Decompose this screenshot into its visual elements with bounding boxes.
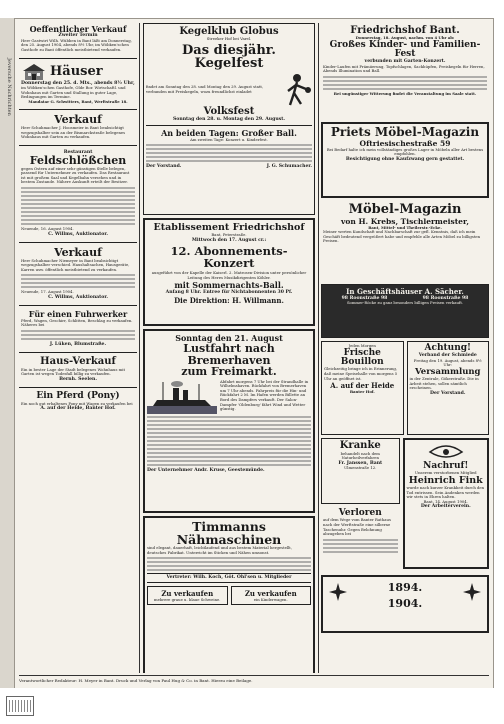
ad-zu-verkaufen-left: [147, 586, 228, 606]
divider: [19, 242, 137, 243]
divider: [19, 352, 137, 353]
column-right: [321, 23, 489, 673]
ad-body: Abfahrt morgens 7 Uhr bei der Strandhalle in Wilhelmshaven. Rückfahrt von Bremerhaven um 7 Uhr abends. Fahrpreis für die Hin- und Rückfahrt 2 M. Im Hafen werden Billette an Bord des Dampfers verkauft. Der Salon-Dampfer 'Oldenburg' fährt Wind und Wetter günstig.: [220, 378, 309, 412]
bottom-margin: [0, 688, 504, 724]
ad-dealer: Vertreter: Wilh. Koch, Göt. Ohl'sen u. Mitglieder: [147, 573, 311, 582]
text-lines: [147, 416, 311, 466]
ad-signature: Der Vorstand.: [146, 164, 182, 170]
ad-heading: Ein Pferd (Pony): [36, 391, 120, 402]
divider: [19, 387, 137, 388]
ad-body: Ein noch gut erhaltenes Pony mit Wagen zu verkaufen bei: [21, 400, 133, 406]
ad-address-2: 98 Roonstraße 98: [422, 296, 469, 301]
ad-body: im Wöbken'schen Gasthofe, Olde Bor. Wirtschaftl. und Wohnhaus mit Garten und Stallung in guter Lage, Bedingungen im Termine.: [21, 84, 126, 100]
ad-body: Herr Schuhmacher Niemeyer in Bant beabsichtigt wegzugshalber verschied. Haushaltsachen, Hausgeräte, Karren usw. öffentlich meistbietend zu verkaufen.: [21, 257, 130, 272]
ad-signature: A. auf der Heide: [330, 381, 395, 391]
ad-note: Bei ungünstiger Witterung findet die Veranstaltung im Saale statt.: [333, 91, 477, 97]
ad-body: Sommer-Röcke zu ganz besonders billigen Preisen verkauft.: [346, 300, 464, 306]
ad-subheading: Zweiter Termin: [58, 33, 98, 39]
divider: [146, 125, 312, 126]
ad-sachs: [321, 284, 489, 338]
right-ad-row-2: [321, 438, 489, 572]
ad-naehmaschinen: [143, 516, 315, 673]
page-footer: Verantwortlicher Redakteur: H. Meyer in Bant. Druck und Verlag von Paul Hug & Co. in Bant. Hierzu eine Beilage.: [19, 675, 489, 686]
ad-body: sind elegant, dauerhaft, leichtlaufend und aus bestem Material hergestellt, deutsches Fabrikat. Unterricht im Sticken und Nähen umsonst.: [147, 545, 293, 555]
library-stamp: [6, 696, 34, 716]
text-lines: [21, 274, 135, 288]
ad-kegelklub: [143, 23, 315, 215]
ad-heading: Feldschlößchen: [29, 154, 127, 168]
ad-ball: mit Sommernachts-Ball.: [174, 280, 284, 291]
ad-signature: Der Unternehmer Andr. Kruse, Geestemünde.: [147, 467, 265, 473]
ad-verkauf-2: [19, 245, 137, 302]
wreath-icon: [426, 442, 466, 462]
ad-subheading: Streeker Hof bei Varel.: [206, 36, 252, 41]
ad-title: Möbel-Magazin: [348, 202, 462, 217]
house-icon: [21, 63, 47, 81]
column-left: [19, 23, 137, 673]
ad-date: Mittwoch den 17. August cr.:: [191, 237, 267, 243]
right-ad-stack: [321, 438, 400, 572]
ad-title: Achtung!: [424, 343, 471, 353]
ad-bouillon: [321, 341, 404, 435]
steamship-icon: [147, 380, 217, 414]
ad-verkauf-1: [19, 112, 137, 141]
text-lines: [21, 330, 135, 340]
ad-signature: C. Willms, Auktionator.: [48, 231, 108, 237]
text-lines: [323, 76, 487, 90]
ad-name: Heinrich Fink: [408, 475, 483, 487]
column-middle: [143, 23, 315, 673]
ad-zu-verkaufen-right: [231, 586, 312, 606]
ad-fuhrwerker: [19, 308, 137, 349]
ad-jubilaeum: [321, 575, 489, 633]
ad-body: findet am Sonntag den 28. und Montag den 29. August statt, verbunden mit Preiskegeln, wozu freundlichst einladet: [146, 84, 264, 94]
ornament-icon: [329, 583, 347, 601]
ad-preheading: Jeden Morgen: [348, 343, 376, 348]
ad-krebs-moebel: [321, 201, 489, 281]
ad-date: Sonntag den 28. u. Montag den 29. August.: [172, 117, 285, 123]
ad-heading: Verkauf: [54, 246, 102, 260]
ad-heading: In Geschäftshäuser A. Sächer.: [346, 287, 464, 296]
jubilee-year-end: 1904.: [387, 596, 423, 610]
ad-body: gegen Ostern auf einer sehr günstigen Stelle belegen, passend für Unternehmer zu verkaufen. Das Restaurant ist mit großem Saal und Kegelbahn versehen und in bestem Zustande. Nähere Auskunft erteilt der Besitzer.: [21, 165, 130, 185]
ad-friedrichshof-kinderfest: [321, 23, 489, 119]
ad-title: Großes Kinder- und Familien-Fest: [329, 39, 481, 60]
ad-body: ausgeführt von der Kapelle der Kaiserl. 2. Matrosen-Division unter persönlicher Leitung des Herrn Musikdirigenten Köhler.: [151, 270, 307, 280]
ad-title: Nachruf!: [423, 461, 469, 471]
ad-heading: Häuser: [50, 63, 103, 79]
ad-haus-verkauf: [19, 355, 137, 384]
ad-body: Ein in bester Lage der Stadt belegenes Wohnhaus mit Garten ist wegen Todesfall billig zu verkaufen.: [21, 366, 125, 377]
ad-heading: Etablissement Friedrichshof: [153, 222, 305, 233]
ad-title: Das diesjähr. Kegelfest: [182, 42, 276, 72]
ad-verloren: [321, 507, 400, 571]
ad-date: Bant, 14. August 1904.: [423, 498, 468, 504]
ad-preheading: Restaurant: [63, 149, 93, 155]
ad-name-pre: Unserem verstorbenen Mitglied: [414, 470, 477, 476]
ad-heading: Kegelklub Globus: [179, 26, 279, 37]
right-ad-row-1: [321, 341, 489, 438]
ad-schmiede: [407, 341, 490, 435]
ad-versammlung: Versammlung: [414, 367, 481, 378]
ad-body: wurde nach kurzer Krankheit durch den Tod entrissen. Sein Andenken werden wir stets in Ehren halten.: [406, 485, 485, 500]
binding-text: Jeversche Nachrichten: [6, 58, 12, 116]
ad-date: Freitag den 19. August, abends 8½ Uhr:: [413, 357, 482, 368]
ad-title: Kranke: [339, 440, 381, 451]
ad-feldschloesschen: [19, 148, 137, 239]
ad-byline: von H. Krebs, Tischlermeister,: [341, 216, 469, 226]
divider: [19, 145, 137, 146]
ad-body: ein Kinderwagen.: [253, 596, 288, 602]
ad-date: Neuende, 16. August 1904.: [21, 226, 74, 232]
ad-body: Herr Schuhmacher J. Hoosmeier in Bant beabsichtigt wegzugshalber sein an der Bismarckstraße belegenes Wohnhaus mit Garten zu verkaufen.: [21, 124, 126, 140]
ad-heading: Friedrichshof Bant.: [350, 25, 460, 36]
ad-signature-sub: Banter Hof.: [349, 389, 375, 395]
ad-date: Sonntag den 21. August: [175, 333, 283, 343]
ad-signature: Fr. Janssen, Bant: [338, 460, 383, 466]
divider: [19, 305, 137, 306]
ad-date: Donnerstag den 25. d. Mts., abends 8½ Uhr,: [21, 80, 135, 86]
ad-signature: Mandatar G. Schwitters, Bant, Werftstraße 18.: [28, 98, 128, 104]
ornament-icon: [463, 583, 481, 601]
ad-heading: Zu verkaufen: [244, 588, 297, 598]
ad-signature: J. G. Schumacher.: [266, 164, 312, 170]
ad-subheading: Bant, Peterstraße.: [211, 232, 247, 237]
ad-priets-moebel: [321, 122, 489, 198]
text-lines: [323, 539, 398, 553]
ad-signature: Der Vorstand.: [430, 390, 466, 396]
ad-heading: Haus-Verkauf: [40, 356, 116, 368]
ad-signature: A. auf der Heide, Banter Hof.: [40, 406, 116, 412]
ad-body: Meiner werten Kundschaft und Nachbarschaft zur gefl. Kenntnis, daß ich mein Geschäft bedeutend vergrößert habe und empfehle alle Arten Möbel zu billigsten Preisen.: [323, 229, 481, 244]
ad-body: Kinder-Laufen mit Prämiierung, Topfschlagen, Sackhüpfen, Preiskegeln für Herren, Abends Illumination und Ball.: [323, 63, 485, 74]
bowler-icon: [282, 73, 312, 107]
column-rule: [139, 23, 140, 673]
text-lines: [21, 187, 135, 225]
ad-tagline: Besichtigung ohne Kaufzwang gern gestattet.: [345, 156, 465, 162]
ad-oeffentlicher-verkauf: [19, 23, 137, 55]
ad-body: mehrere graue u. blaue Schweine.: [154, 596, 221, 602]
ad-body: Bei Bedarf halte ich mein vollständiges großes Lager in Möbeln aller Art bestens empfohlen.: [326, 146, 484, 157]
ad-fest: Volksfest: [203, 105, 255, 117]
ad-ball: An beiden Tagen: Großer Ball.: [161, 127, 297, 138]
ad-lustfahrt: [143, 329, 315, 513]
ad-date: Neuende, 17. August 1904.: [21, 289, 74, 295]
ad-heading: Verkauf: [54, 113, 102, 127]
ad-date: Donnerstag, 18. August, nachm. von 4 Uhr ab:: [355, 35, 455, 40]
ad-heading: Für einen Fuhrwerker: [28, 309, 128, 320]
ad-body: in der Zentrale, Gökerstraße. Die in Arbeit stehen, sollen sämtlich erscheinen.: [409, 375, 479, 391]
ad-body: behandelt nach dem Naturheilverfahren: [340, 450, 380, 461]
ad-nachruf: [403, 438, 490, 569]
ad-title-2: zum Freimarkt.: [181, 365, 277, 379]
ad-body: Pferd, Wagen, Geschirr, Schlitten, Beschlag zu verkaufen. Näheres bei: [21, 317, 133, 328]
ad-subheading: Verband der Schmiede: [418, 353, 477, 359]
ad-title: Lustfahrt nach Bremerhaven: [183, 342, 275, 367]
ad-time: Anfang 8 Uhr. Entree für Nichtabonnenten 30 Pf.: [165, 290, 293, 296]
ad-signature: Bernh. Seelen.: [59, 377, 97, 383]
divider: [19, 109, 137, 110]
ad-title: Priets Möbel-Magazin: [330, 125, 480, 139]
ad-body: auf dem Wege vom Banter Rathaus nach der Werftstraße eine silberne Taschenuhr. Gegen Belohnung abzugeben bei: [323, 517, 391, 537]
ad-address: Bant, Mittel- und Theilerstr.-Ecke.: [368, 224, 442, 230]
ad-heading: Oeffentlicher Verkauf: [29, 24, 127, 34]
ad-signature: Der Arbeiterverein.: [420, 504, 471, 510]
page-binding-edge: [0, 18, 14, 688]
ad-heading: Zu verkaufen: [161, 588, 214, 598]
ad-signature: J. Lüken, Blumstraße.: [49, 341, 107, 347]
ad-friedrichshof-konzert: [143, 218, 315, 326]
text-lines: [147, 557, 311, 571]
divider: [19, 58, 137, 59]
ad-title: Verloren: [338, 508, 382, 518]
ad-pferd: [19, 390, 137, 413]
ad-signature: Die Direktion: H. Willmann.: [174, 295, 284, 305]
ad-kranke: [321, 438, 400, 504]
ad-body: Herr Gastwirt Wilh. Wübben in Bant läßt am Donnerstag, den 25. August 1904, abends 8½ Uhr, im Wöbken'schen Gasthofe zu Bant öffentlich meistbietend verkaufen.: [21, 37, 132, 52]
ad-address: Oftriesischestraße 59: [359, 138, 451, 148]
ad-subheading: verbunden mit Garten-Konzert.: [364, 59, 446, 65]
ad-signature-sub: Ulmenstraße 12.: [344, 465, 377, 471]
ad-title: 12. Abonnements-Konzert: [170, 244, 288, 271]
ad-ball-sub: Am zweiten Tage: Konzert u. Kinderfest.: [190, 136, 268, 142]
ad-signature: C. Willms, Auktionator.: [48, 294, 108, 300]
newspaper-page: [14, 18, 494, 690]
jubilee-year-start: 1894.: [387, 581, 423, 594]
column-rule: [318, 23, 319, 673]
ad-address-1: 98 Roonstraße 98: [341, 296, 388, 301]
ad-title: Frische Bouillon: [340, 347, 384, 368]
text-lines: [146, 144, 312, 162]
ad-title: Timmanns Nähmaschinen: [176, 519, 282, 548]
ad-haeuser: [19, 61, 137, 107]
ad-body: Gleichzeitig bringe ich in Erinnerung, daß meine Speisehalle von morgens 5 Uhr an geöffnet ist.: [324, 366, 398, 381]
